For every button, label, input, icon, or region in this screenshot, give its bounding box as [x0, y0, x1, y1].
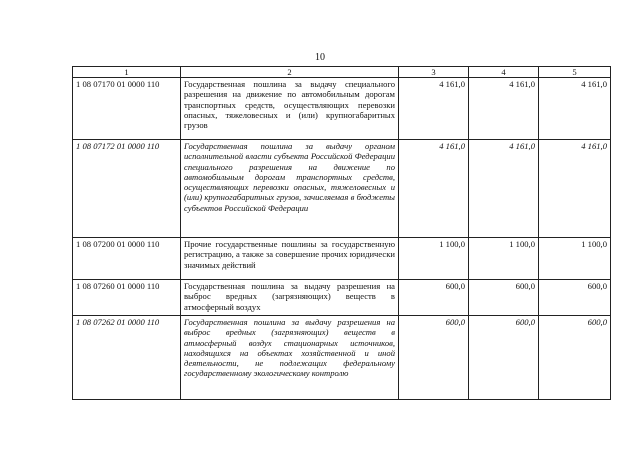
table-row: [73, 78, 611, 140]
row-code: 1 08 07172 01 0000 110: [73, 140, 181, 238]
row-description: Государственная пошлина за выдачу специального разрешения на движение по автомобильным дорогам транспортных средств, осуществляющих перевозки опасных, тяжеловесных и (или) крупногабаритных грузов: [181, 78, 399, 140]
revenue-table: [72, 66, 611, 400]
row-value-col3: 600,0: [399, 316, 469, 400]
row-description: Государственная пошлина за выдачу органом исполнительной власти субъекта Российской Федерации специального разрешения на движение по автомобильным дорогам транспортных средств, осуществляющих перевозки опасных, тяжеловесных и (или) крупногабаритных грузов, зачисляемая в бюджеты субъектов Российской Федерации: [181, 140, 399, 238]
row-value-col5: 1 100,0: [539, 238, 611, 280]
row-value-col4: 600,0: [469, 280, 539, 316]
row-value-col4: 4 161,0: [469, 140, 539, 238]
row-value-col3: 600,0: [399, 280, 469, 316]
row-value-col4: 1 100,0: [469, 238, 539, 280]
row-code: 1 08 07262 01 0000 110: [73, 316, 181, 400]
table-row: [73, 316, 611, 400]
row-description: Государственная пошлина за выдачу разрешения на выброс вредных (загрязняющих) веществ в атмосферный воздух стационарных источников, находящихся на объектах хозяйственной и иной деятельности, не подлежащих федеральному государственному экологическому контролю: [181, 316, 399, 400]
row-code: 1 08 07260 01 0000 110: [73, 280, 181, 316]
row-code: 1 08 07170 01 0000 110: [73, 78, 181, 140]
row-value-col5: 4 161,0: [539, 78, 611, 140]
row-value-col4: 4 161,0: [469, 78, 539, 140]
column-header-1: 1: [73, 67, 181, 78]
row-description: Государственная пошлина за выдачу разрешения на выброс вредных (загрязняющих) веществ в атмосферный воздух: [181, 280, 399, 316]
column-header-2: 2: [181, 67, 399, 78]
column-header-4: 4: [469, 67, 539, 78]
row-value-col3: 4 161,0: [399, 140, 469, 238]
table-header-row: [73, 67, 611, 78]
row-value-col3: 1 100,0: [399, 238, 469, 280]
table-row: [73, 280, 611, 316]
column-header-3: 3: [399, 67, 469, 78]
row-value-col4: 600,0: [469, 316, 539, 400]
table-row: [73, 140, 611, 238]
row-value-col5: 600,0: [539, 316, 611, 400]
column-header-5: 5: [539, 67, 611, 78]
row-value-col3: 4 161,0: [399, 78, 469, 140]
row-value-col5: 4 161,0: [539, 140, 611, 238]
page-number: 10: [315, 52, 325, 63]
table-row: [73, 238, 611, 280]
row-description: Прочие государственные пошлины за государственную регистрацию, а также за совершение прочих юридически значимых действий: [181, 238, 399, 280]
row-code: 1 08 07200 01 0000 110: [73, 238, 181, 280]
row-value-col5: 600,0: [539, 280, 611, 316]
